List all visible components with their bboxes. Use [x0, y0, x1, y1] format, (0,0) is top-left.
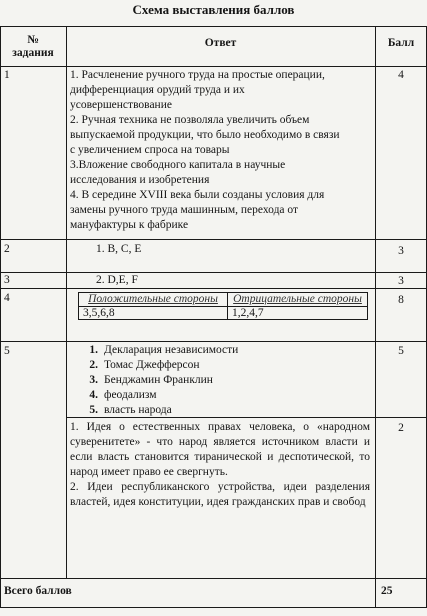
list-item: 4. феодализм: [89, 389, 157, 401]
points-value: 3: [398, 245, 404, 257]
header-answer: Ответ: [204, 37, 237, 49]
task-number: 5: [4, 345, 10, 357]
negative-header: Отрицательные стороны: [228, 293, 368, 307]
answer-paragraph: 4. В середине XVIII века были созданы условия для замены ручного труда машинным, перехода от мануфактуры к фабрике: [70, 189, 325, 231]
answer-text: [70, 420, 370, 510]
points-value: 5: [398, 345, 404, 357]
points-value: 3: [398, 275, 404, 287]
task-number: 3: [4, 274, 10, 286]
pros-cons-table: [78, 292, 368, 320]
task-number: 4: [4, 292, 10, 304]
task-number: 1: [4, 69, 10, 81]
negative-values: 1,2,4,7: [228, 307, 368, 320]
total-label: Всего баллов: [4, 585, 72, 597]
answer-text: 2. D,E, F: [96, 274, 138, 286]
total-points: 25: [381, 585, 393, 597]
page-title: Схема выставления баллов: [132, 2, 295, 17]
positive-header: Положительные стороны: [79, 293, 228, 307]
answer-text: 1. B, C, E: [96, 243, 142, 255]
header-points: Балл: [387, 37, 415, 49]
points-value: 2: [398, 422, 404, 434]
answer-paragraph: 2. Ручная техника не позволяла увеличить объем выпускаемой продукции, что было необходимо в связи с увеличением спроса на товары: [70, 114, 340, 156]
scoring-table: [0, 26, 427, 608]
task-number: 2: [4, 243, 10, 255]
points-value: 4: [398, 69, 404, 81]
list-item: 3. Бенджамин Франклин: [89, 374, 213, 386]
header-task-number: № задания: [12, 34, 54, 59]
answer-text: [70, 68, 342, 233]
list-item: 5. власть народа: [89, 404, 172, 416]
answer-paragraph: 1. Расчленение ручного труда на простые операции, дифференциация орудий труда и их усовершенствование: [70, 69, 325, 111]
list-item: 1. Декларация независимости: [89, 344, 239, 356]
answer-paragraph: 1. Идея о естественных правах человека, о «народном суверенитете» - что народ является источником власти и если власть становится тиранической и деспотической, то народ имеет право ее свергнуть.: [70, 421, 370, 478]
answer-paragraph: 3.Вложение свободного капитала в научные исследования и изобретения: [70, 159, 286, 186]
answer-paragraph: 2. Идеи республиканского устройства, идеи разделения властей, идея конституции, идея гражданских прав и свобод: [70, 481, 370, 508]
list-item: 2. Томас Джефферсон: [89, 359, 200, 371]
answer-list: [70, 343, 360, 418]
positive-values: 3,5,6,8: [79, 307, 228, 320]
points-value: 8: [398, 294, 404, 306]
